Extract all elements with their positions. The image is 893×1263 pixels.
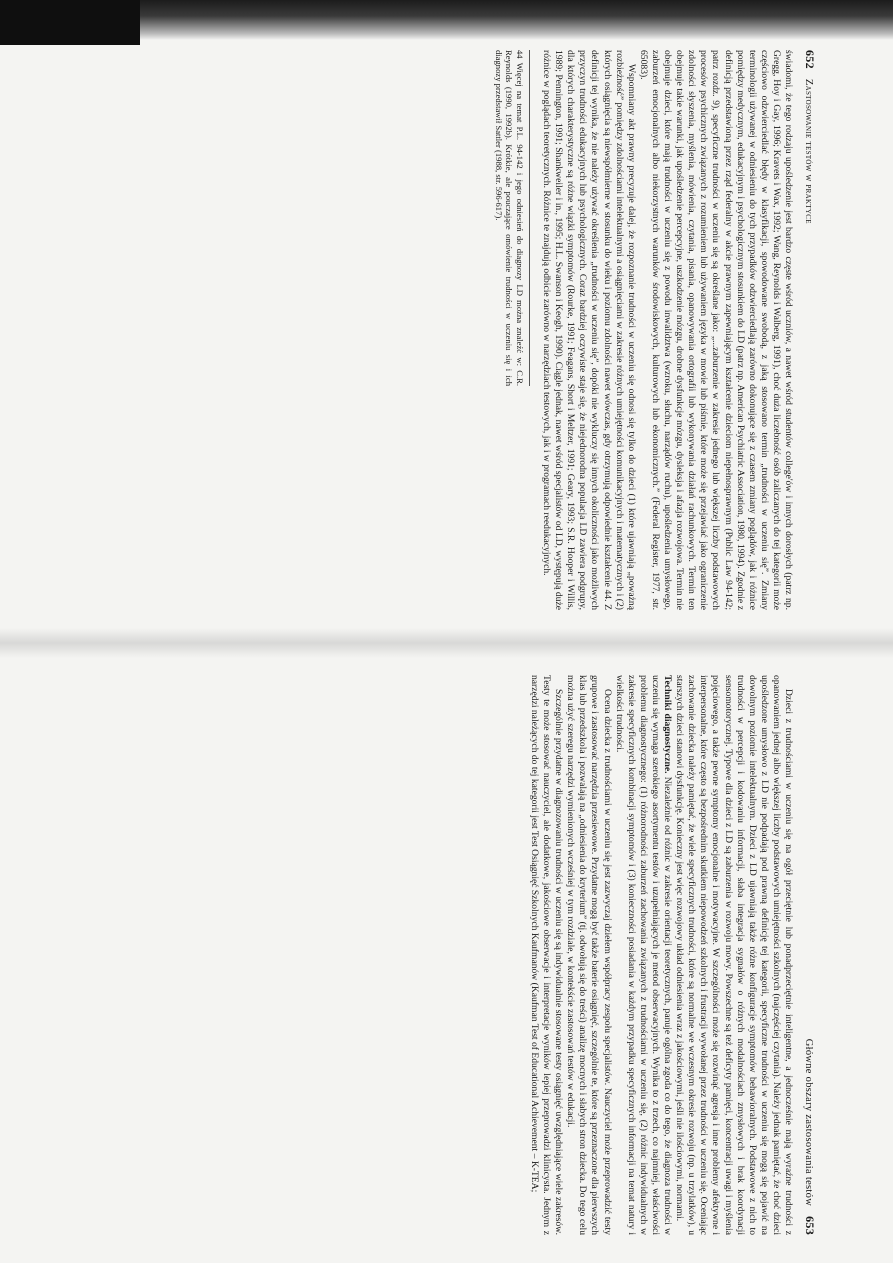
paragraph: Szczególnie przydatne w diagnozowaniu trudności w uczeniu się są indywidualnie stosowane testy osiągnięć uwzględniające wiele zakresów. Testy te może stosować nauczyciel, ale dodatkowe, jakościowe obserwacje i interpretacje wyników lepiej przeprowadzi klinicysta. Jednym z narzędzi należących do tej kategorii jest Test Osiągnięć Szkolnych Kaufmanów (Kaufman Test of Educational Achievement – K-TEA; bbox=[528, 675, 564, 1235]
page-652-rotated-text bbox=[77, 50, 817, 610]
paragraph: świadomi, że tego rodzaju upośledzenie jest bardzo częste wśród uczniów, a nawet wśród studentów college'ów i innych dorosłych (patrz np. Gregg, Hoy i Gay, 1996; Kravets i Wax, 1992; Wang, Reynolds i Walberg, 1991), choć duża liczebność osób zaliczanych do tej kategorii może częściowo odzwierciedlać błędy w klasyfikacji, spowodowane swobodą, z jaką stosowano termin „trudności w uczeniu się”. Zmiany terminologii używanej w odniesieniu do tych przypadków odzwierciedlają zarówno dokonujące się z czasem zmiany poglądów, jak i różnice pomiędzy medycznym, edukacyjnym i psychologicznym stosunkiem do LD (patrz np. American Psychiatric Association, 1980, 1994). Zgodnie z definicją przedstawioną przez rząd federalny w akcie prawnym zapewniającym kształcenie dzieciom niepełnosprawnym (Public Law 94-142; patrz rozdz. 9), specyficzne trudności w uczeniu się są określane jako: „...zaburzenie w zakresie jednego lub większej liczby podstawowych procesów psychicznych związanych z rozumieniem lub używaniem języka w mowie lub piśmie, które może się przejawiać jako ograniczenie zdolności słyszenia, myślenia, mówienia, czytania, pisania, opanowywania ortografii lub wykonywania działań rachunkowych. Termin ten obejmuje takie warunki, jak upośledzenie percepcyjne, uszkodzenie mózgu, drobne dysfunkcje mózgu, dysleksja i afazja rozwojowa. Termin nie obejmuje dzieci, które mają trudności w uczeniu się z powodu inwalidztwa (wzroku, słuchu, narządów ruchu), upośledzenia umysłowego, zaburzeń emocjonalnych albo niekorzystnych warunków środowiskowych, kulturowych lub ekonomicznych.” (Federal Register, 1977, str. 65083). bbox=[637, 50, 794, 610]
section-heading: Techniki diagnostyczne. bbox=[661, 675, 673, 774]
running-head-652 bbox=[802, 50, 817, 610]
paragraph: Ocena dziecka z trudnościami w uczeniu się jest zazwyczaj dziełem współpracy zespołu specjalistów. Nauczyciel może przeprowadzić testy grupowe i zastosować narzędzia przesiewowe. Przydatne mogą być także baterie osiągnięć, szczególnie te, które są przeznaczone dla pierwszych klas lub przedszkola i pozwalają na „odniesienia do kryterium” (tj. odwołują się do treści) analizę mocnych i słabych stron dziecka. Do tego celu można użyć szeregu narzędzi wymienionych wcześniej w tym rozdziale, w kontekście zastosowań testów w edukacji. bbox=[564, 675, 613, 1235]
page-653 bbox=[0, 655, 893, 1255]
footnote bbox=[493, 50, 530, 386]
running-title: Główne obszary zastosowania testów bbox=[802, 1038, 814, 1207]
page-number: 653 bbox=[802, 1216, 817, 1235]
running-title: Zastosowanie testów w praktyce bbox=[802, 78, 814, 224]
paragraph-text: Niezależnie od różnic w zakresie orientacji teoretycznych, panuje ogólna zgoda co do tego, że diagnoza trudności w uczeniu się wymaga szerokiego asortymentu testów i uzupełniających je metod obserwacyjnych. Wynika to z trzech, co najmniej, właściwości problemu diagnostycznego: (1) różnorodności zaburzeń zachowania związanych z trudnościami w uczeniu się, (2) różnic indywidualnych w zakresie specyficznych kombinacji symptomów i (3) konieczności posiadania w każdym przypadku specyficznych informacji na temat natury i wielkości trudności. bbox=[613, 675, 673, 1236]
book-gutter bbox=[0, 628, 893, 658]
paragraph-with-heading bbox=[612, 675, 672, 1235]
footnote-text: 44 Więcej na temat P.L. 94-142 i jego odniesień do diagnozy LD można znaleźć w: C.R. Reynolds (1990, 1992b). Krótkie, ale pouczające omówienie trudności w uczeniu się i ich diagnozy przedstawił Sattler (1988, str. 596-617). bbox=[493, 50, 525, 386]
paragraph: Dzieci z trudnościami w uczeniu się na ogół przeciętnie lub ponadprzeciętnie inteligentne, a jednocześnie mają wyraźne trudności z opanowaniem jednej albo większej liczby podstawowych umiejętności szkolnych (najczęściej czytania). Należy jednak pamiętać, że choć dzieci upośledzone umysłowo z LD nie podpadają pod prawną definicję tej kategorii, specyficzne trudności w uczeniu się mogą się pojawić na dowolnym poziomie intelektualnym. Dzieci z LD ujawniają także różne konfiguracje symptomów behawioralnych. Podstawowe z nich to trudności w percepcji i kodowaniu informacji, słaba integracja sygnałów o różnych modalnościach zmysłowych i brak koordynacji sensomotorycznej. Typowe dla dzieci z LD są zaburzenia w rozwoju mowy. Powszechne są też deficyty pamięci, koncentracji uwagi i myślenia pojęciowego, a także pewne symptomy emocjonalne i motywacyjne. W szczególności może się rozwinąć agresja i inne problemy afektywne i interpersonalne, które często są bezpośrednim skutkiem niepowodzeń szkolnych i frustracji wywołanej przez trudności w uczeniu się. Oceniając zachowanie dziecka należy pamiętać, że wiele specyficznych trudności, które są normalne we wczesnym okresie rozwoju (np. u trzylatków), u starszych dzieci stanowi dysfunkcję. Konieczny jest więc rozwojowy układ odniesienia wraz z jakościowymi, jeśli nie ilościowymi, normami. bbox=[673, 675, 794, 1235]
running-head-653 bbox=[802, 675, 817, 1235]
page-number: 652 bbox=[802, 50, 817, 69]
page-652 bbox=[0, 30, 893, 630]
page-653-rotated-text bbox=[77, 675, 817, 1235]
paragraph: Wspomniany akt prawny precyzuje dalej, że rozpoznanie trudności w uczeniu się odnosi się tylko do dzieci (1) które ujawniają „poważną rozbieżność” pomiędzy zdolnościami intelektualnymi a osiągnięciami w zakresie różnych umiejętności komunikacyjnych i matematycznych i (2) których osiągnięcia są niewspółmierne w stosunku do wieku i poziomu zdolności nawet wówczas, gdy otrzymują odpowiednie kształcenie 44. Z definicji tej wynika, że nie należy używać określenia „trudności w uczeniu się”, dopóki nie wykluczy się innych okoliczności jako możliwych przyczyn trudności edukacyjnych lub psychologicznych. Coraz bardziej oczywiste staje się, że niejednorodna populacja LD zawiera podgrupy, dla których charakterystyczne są różne wiązki symptomów (Rourke, 1991; Feagans, Short i Meltzer, 1991; Geary, 1993; S.R. Hooper i Willis, 1989; Pennington, 1991; Shankweiler i in., 1995; H.L. Swanson i Keogh, 1990). Ciągle jednak, nawet wśród specjalistów od LD, występują duże różnice w poglądach teoretycznych. Różnice te znajdują odbicie zarówno w narzędziach testowych, jak i w programach reedukacyjnych. bbox=[540, 50, 637, 610]
